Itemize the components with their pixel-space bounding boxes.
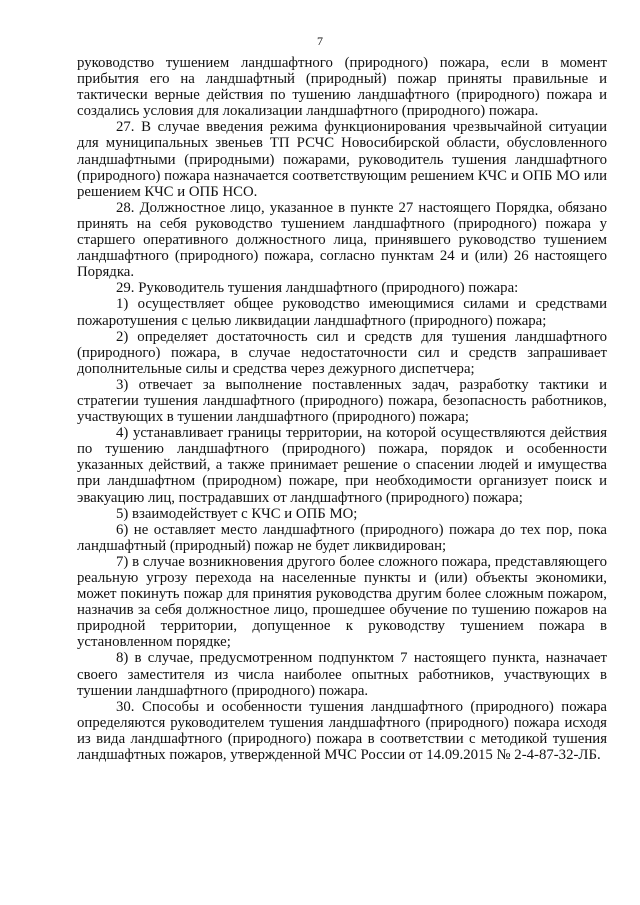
subitem-3: 3) отвечает за выполнение поставленных задач, разработку тактики и стратегии тушения ландшафтного (природного) пожара, безопасность работников, участвующих в тушении ландшафтного (природного) пожара; <box>77 376 607 426</box>
paragraph-item-28: 28. Должностное лицо, указанное в пункте 27 настоящего Порядка, обязано принять на себя руководство тушением ландшафтного (природного) пожара у старшего оперативного должностного лица, принявшего руководство тушением ландшафтного (природного) пожара, согласно пунктам 24 и (или) 26 настоящего Порядка. <box>77 199 607 281</box>
page-number: 7 <box>317 34 323 48</box>
subitem-2: 2) определяет достаточность сил и средств для тушения ландшафтного (природного) пожара, в случае недостаточности сил и средств запрашивает дополнительные силы и средства через дежурного диспетчера; <box>77 328 607 377</box>
subitem-5: 5) взаимодействует с КЧС и ОПБ МО; <box>116 505 358 522</box>
subitem-4: 4) устанавливает границы территории, на которой осуществляются действия по тушению ландшафтного (природного) пожара, порядок и особенности указанных действий, а также принимает решение о спасении людей и имущества при ландшафтном (природном) пожаре, при необходимости организует поиск и эвакуацию лиц, пострадавших от ландшафтного (природного) пожара; <box>77 425 607 506</box>
document-body <box>77 55 607 763</box>
subitem-1: 1) осуществляет общее руководство имеющимися силами и средствами пожаротушения с целью ликвидации ландшафтного (природного) пожара; <box>77 296 607 329</box>
paragraph-item-29: 29. Руководитель тушения ландшафтного (природного) пожара: <box>116 280 519 297</box>
paragraph-continuation: руководство тушением ландшафтного (природного) пожара, если в момент прибытия его на ландшафтный (природный) пожар приняты правильные и тактически верные действия по тушению ландшафтного (природного) пожара и создались условия для локализации ландшафтного (природного) пожара. <box>77 55 607 120</box>
paragraph-item-27: 27. В случае введения режима функционирования чрезвычайной ситуации для муниципальных звеньев ТП РСЧС Новосибирской области, обусловленного ландшафтными (природными) пожарами, руководитель тушения ландшафтного (природного) пожара назначается соответствующим решением КЧС и ОПБ МО или решением КЧС и ОПБ НСО. <box>77 119 607 200</box>
subitem-7: 7) в случае возникновения другого более сложного пожара, представляющего реальную угрозу перехода на населенные пункты и (или) объекты экономики, может покинуть пожар для принятия руководства другим более сложным пожаром, назначив за себя должностное лицо, прошедшее обучение по тушению пожаров на природной территории, допущенное к руководству тушением пожара в установленном порядке; <box>77 553 607 651</box>
subitem-8: 8) в случае, предусмотренном подпунктом 7 настоящего пункта, назначает своего заместителя из числа наиболее опытных работников, участвующих в тушении ландшафтного (природного) пожара. <box>77 650 607 699</box>
subitem-6: 6) не оставляет место ландшафтного (природного) пожара до тех пор, пока ландшафтный (природный) пожар не будет ликвидирован; <box>77 521 607 554</box>
paragraph-item-30: 30. Способы и особенности тушения ландшафтного (природного) пожара определяются руководителем тушения ландшафтного (природного) пожара исходя из вида ландшафтного (природного) пожара в соответствии с методикой тушения ландшафтных пожаров, утвержденной МЧС России от 14.09.2015 № 2-4-87-32-ЛБ. <box>77 698 607 764</box>
